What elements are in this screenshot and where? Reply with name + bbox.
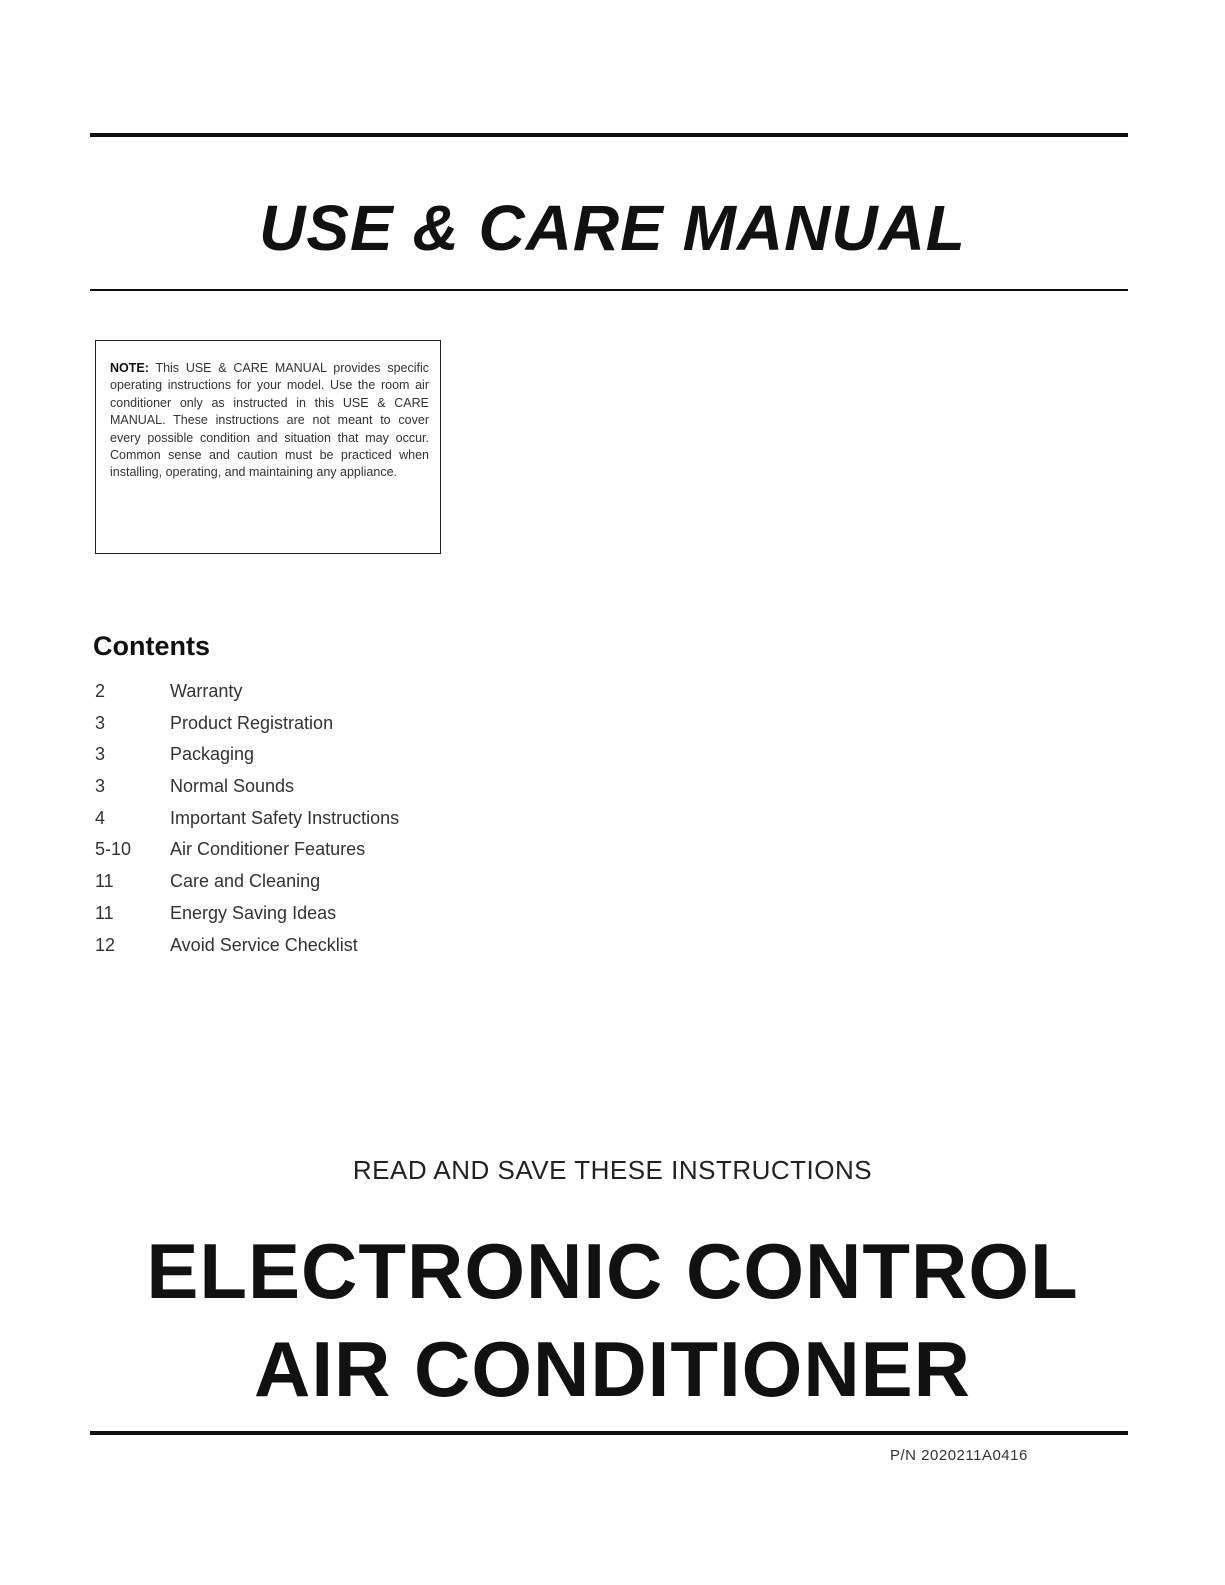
- read-save-notice: READ AND SAVE THESE INSTRUCTIONS: [352, 1155, 873, 1185]
- contents-page-number: 3: [95, 712, 106, 733]
- contents-item: [95, 901, 399, 933]
- contents-item: [95, 806, 399, 838]
- contents-item-title: Care and Cleaning: [170, 871, 321, 892]
- contents-page-number: 12: [95, 934, 116, 955]
- contents-item-title: Product Registration: [170, 712, 334, 733]
- note-box: [95, 340, 441, 554]
- note-text: This USE & CARE MANUAL provides specific operating instructions for your model. Use the room air conditioner only as instructed in this USE & CARE MANUAL. These instructions are not meant to cover every possible condition and situation that may occur. Common sense and caution must be practiced when installing, operating, and maintaining any appliance.: [110, 361, 429, 480]
- contents-page-number: 11: [95, 871, 114, 892]
- contents-page-number: 3: [95, 776, 106, 797]
- contents-item-title: Important Safety Instructions: [170, 807, 400, 828]
- manual-title: USE & CARE MANUAL: [259, 192, 966, 264]
- contents-item: [95, 679, 399, 711]
- contents-item: [95, 869, 399, 901]
- contents-page-number: 3: [95, 744, 106, 765]
- contents-page-number: 5-10: [95, 839, 132, 860]
- contents-page-number: 4: [95, 807, 106, 828]
- contents-heading: Contents: [93, 631, 210, 661]
- contents-item: [95, 774, 399, 806]
- contents-item: [95, 933, 399, 965]
- contents-item-title: Packaging: [170, 744, 255, 765]
- contents-page-number: 11: [95, 902, 114, 923]
- note-label: NOTE:: [110, 361, 149, 375]
- contents-item-title: Normal Sounds: [170, 776, 295, 797]
- bottom-divider: [90, 1431, 1128, 1435]
- contents-item-title: Avoid Service Checklist: [170, 934, 358, 955]
- contents-item: [95, 837, 399, 869]
- contents-page-number: 2: [95, 681, 106, 701]
- product-title-line2: AIR CONDITIONER: [254, 1325, 971, 1413]
- contents-item: [95, 711, 399, 743]
- title-divider: [90, 289, 1128, 291]
- contents-item: [95, 742, 399, 774]
- top-divider: [90, 133, 1128, 137]
- part-number: P/N 2020211A0416: [890, 1447, 1028, 1464]
- contents-item-title: Air Conditioner Features: [170, 839, 366, 860]
- contents-item-title: Warranty: [170, 681, 243, 701]
- product-title-line1: ELECTRONIC CONTROL: [146, 1227, 1079, 1315]
- contents-list: [95, 679, 399, 964]
- contents-item-title: Energy Saving Ideas: [170, 902, 337, 923]
